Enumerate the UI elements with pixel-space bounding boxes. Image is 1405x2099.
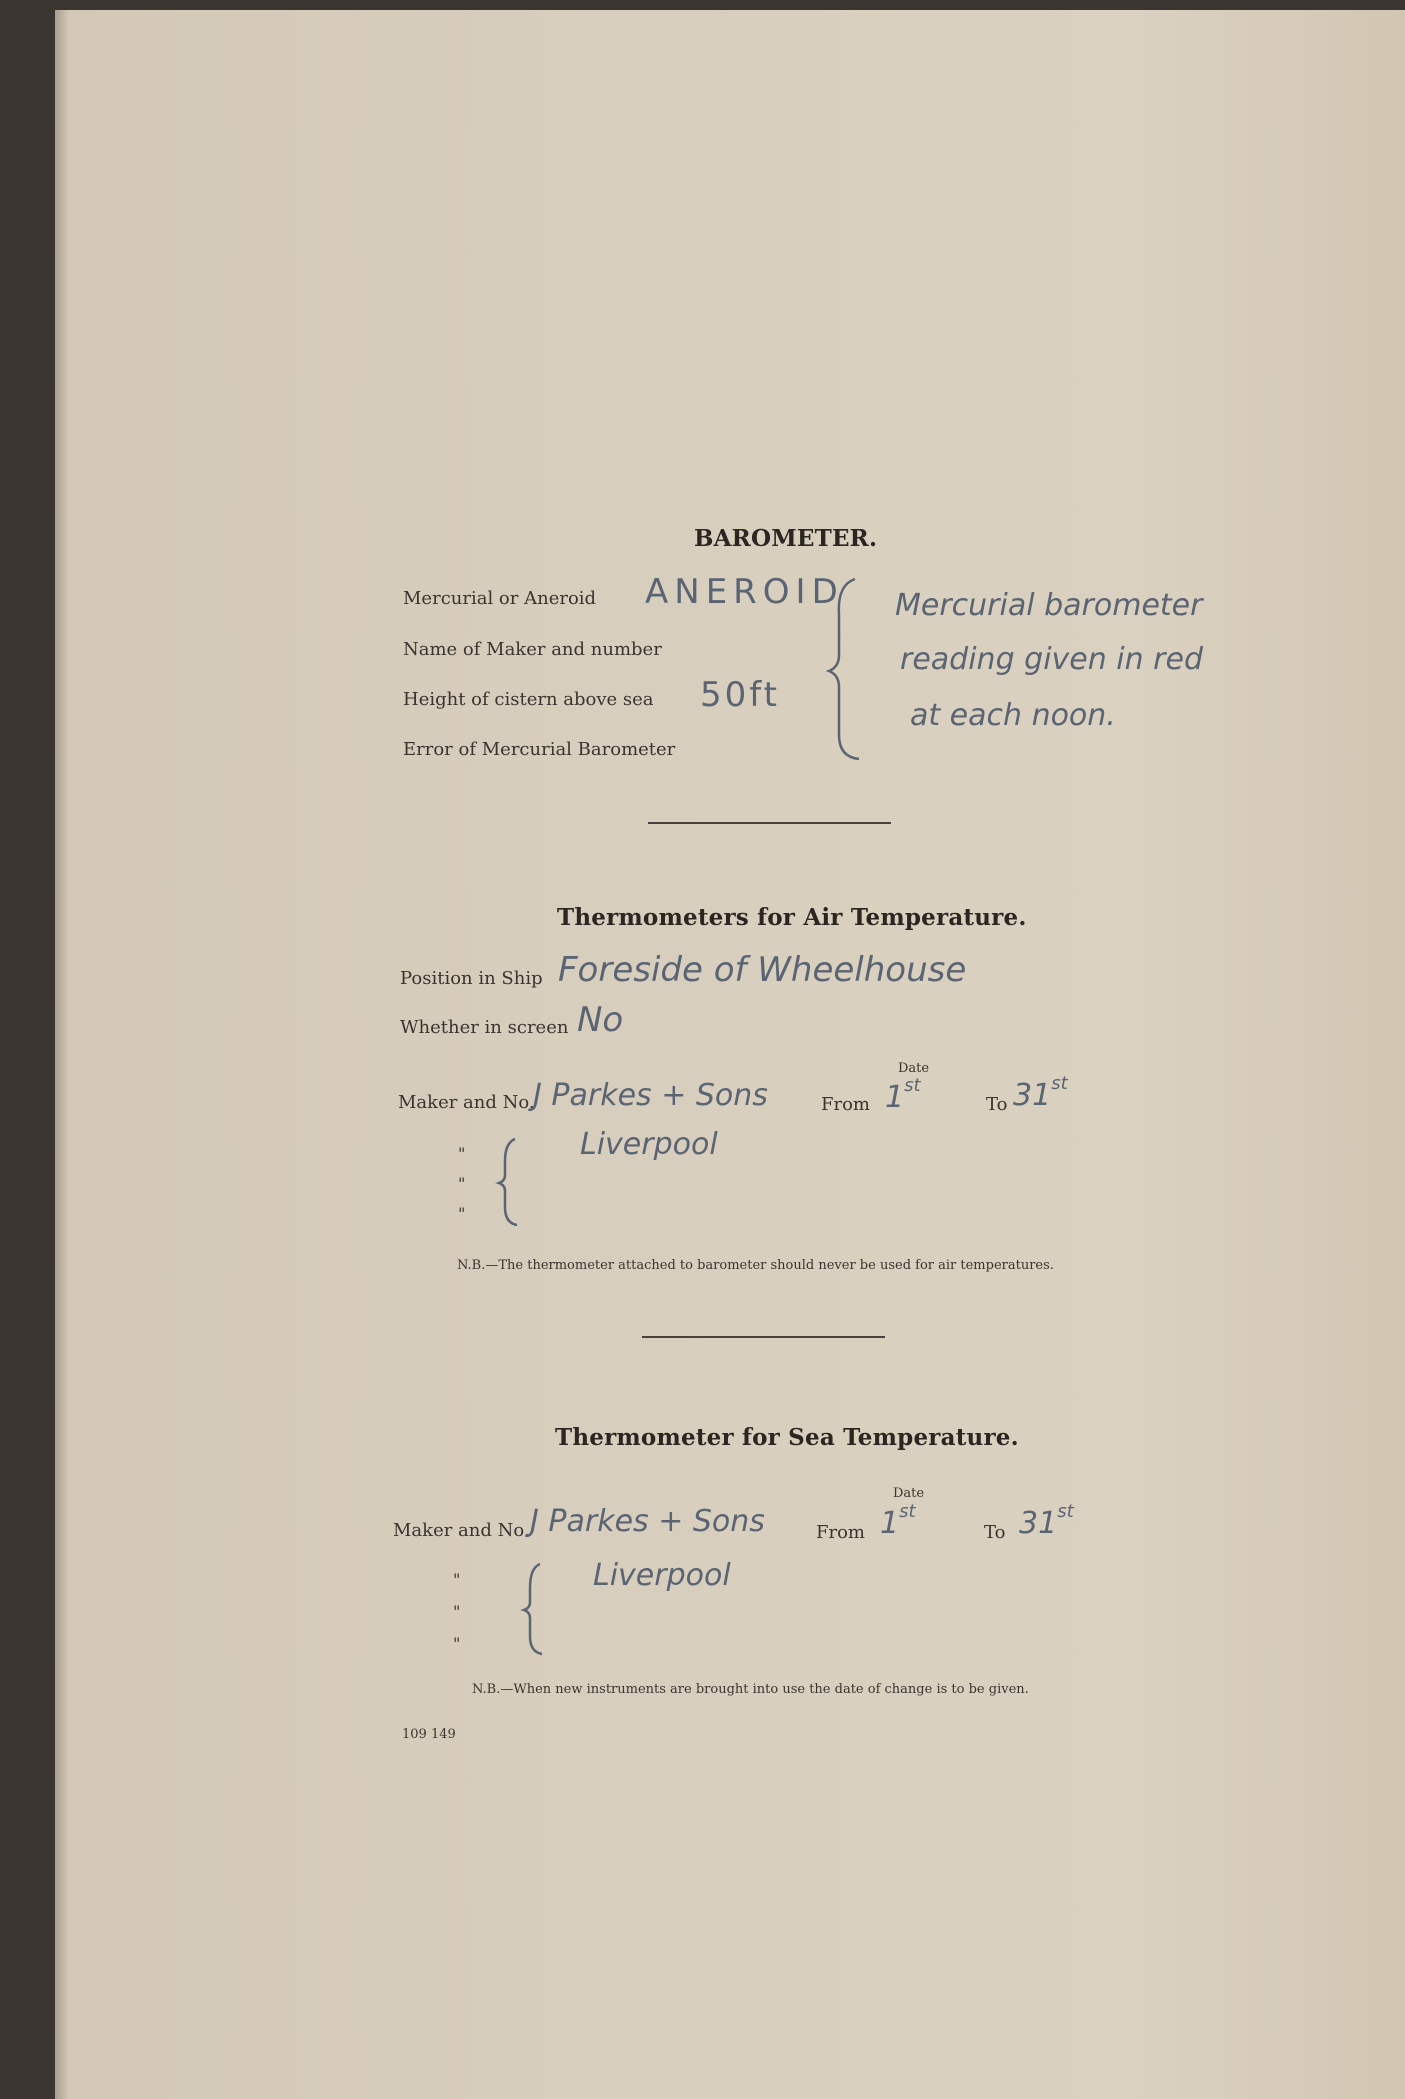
air-label-maker: Maker and No.	[398, 1092, 535, 1113]
air-ditto-3: "	[458, 1204, 466, 1223]
sea-label-maker: Maker and No.	[393, 1520, 530, 1541]
air-thermometers-heading: Thermometers for Air Temperature.	[557, 904, 1027, 931]
air-value-to-number: 31	[1013, 1078, 1052, 1113]
barometer-note-line-3: at each noon.	[910, 698, 1116, 733]
sea-ditto-1: "	[453, 1570, 461, 1589]
air-value-maker[interactable]: J Parkes + Sons	[533, 1078, 768, 1113]
air-nb-note: N.B.—The thermometer attached to barometer should never be used for air temperatures.	[457, 1258, 1054, 1273]
air-maker-brace	[495, 1135, 525, 1230]
sea-thermometer-heading: Thermometer for Sea Temperature.	[555, 1424, 1019, 1451]
section-divider-1	[648, 822, 891, 824]
barometer-note-line-2: reading given in red	[900, 642, 1204, 677]
air-value-to[interactable]	[1013, 1073, 1068, 1113]
value-whether-in-screen[interactable]: No	[577, 1000, 624, 1040]
sea-value-from-number: 1	[880, 1506, 900, 1541]
air-label-to: To	[986, 1094, 1008, 1115]
air-date-label: Date	[898, 1061, 930, 1076]
sea-ditto-2: "	[453, 1602, 461, 1621]
air-ditto-1: "	[458, 1144, 466, 1163]
sea-value-to-number: 31	[1019, 1506, 1058, 1541]
sea-nb-note: N.B.—When new instruments are brought into use the date of change is to be given.	[472, 1682, 1029, 1697]
air-value-from[interactable]	[885, 1075, 921, 1115]
label-position-in-ship: Position in Ship	[400, 968, 543, 989]
sea-value-maker-line2[interactable]: Liverpool	[593, 1558, 731, 1593]
label-error-mercurial: Error of Mercurial Barometer	[403, 739, 676, 760]
air-label-from: From	[821, 1094, 870, 1115]
label-whether-in-screen: Whether in screen	[400, 1017, 569, 1038]
value-mercurial-or-aneroid[interactable]: ANEROID	[645, 572, 844, 612]
sea-ditto-3: "	[453, 1634, 461, 1653]
sea-value-to[interactable]	[1019, 1501, 1074, 1541]
label-mercurial-or-aneroid: Mercurial or Aneroid	[403, 588, 597, 609]
footer-form-code: 109 149	[402, 1727, 456, 1742]
section-divider-2	[642, 1336, 885, 1338]
value-position-in-ship[interactable]: Foreside of Wheelhouse	[558, 950, 967, 990]
sea-maker-brace	[520, 1560, 550, 1660]
air-value-from-number: 1	[885, 1080, 905, 1115]
value-height-cistern[interactable]: 50ft	[700, 675, 780, 715]
sea-label-to: To	[984, 1522, 1006, 1543]
sea-value-maker[interactable]: J Parkes + Sons	[530, 1504, 765, 1539]
air-value-from-suffix: st	[904, 1075, 921, 1096]
barometer-note-line-1: Mercurial barometer	[895, 588, 1203, 623]
air-value-maker-line2[interactable]: Liverpool	[580, 1127, 718, 1162]
label-maker-and-number: Name of Maker and number	[403, 639, 662, 660]
sea-value-from[interactable]	[880, 1501, 916, 1541]
barometer-note-brace	[825, 575, 865, 765]
sea-value-from-suffix: st	[899, 1501, 916, 1522]
air-ditto-2: "	[458, 1174, 466, 1193]
sea-label-from: From	[816, 1522, 865, 1543]
form-page	[55, 10, 1405, 2099]
air-value-to-suffix: st	[1051, 1073, 1068, 1094]
sea-value-to-suffix: st	[1057, 1501, 1074, 1522]
barometer-heading: BAROMETER.	[694, 525, 878, 552]
label-height-cistern: Height of cistern above sea	[403, 689, 654, 710]
sea-date-label: Date	[893, 1486, 925, 1501]
